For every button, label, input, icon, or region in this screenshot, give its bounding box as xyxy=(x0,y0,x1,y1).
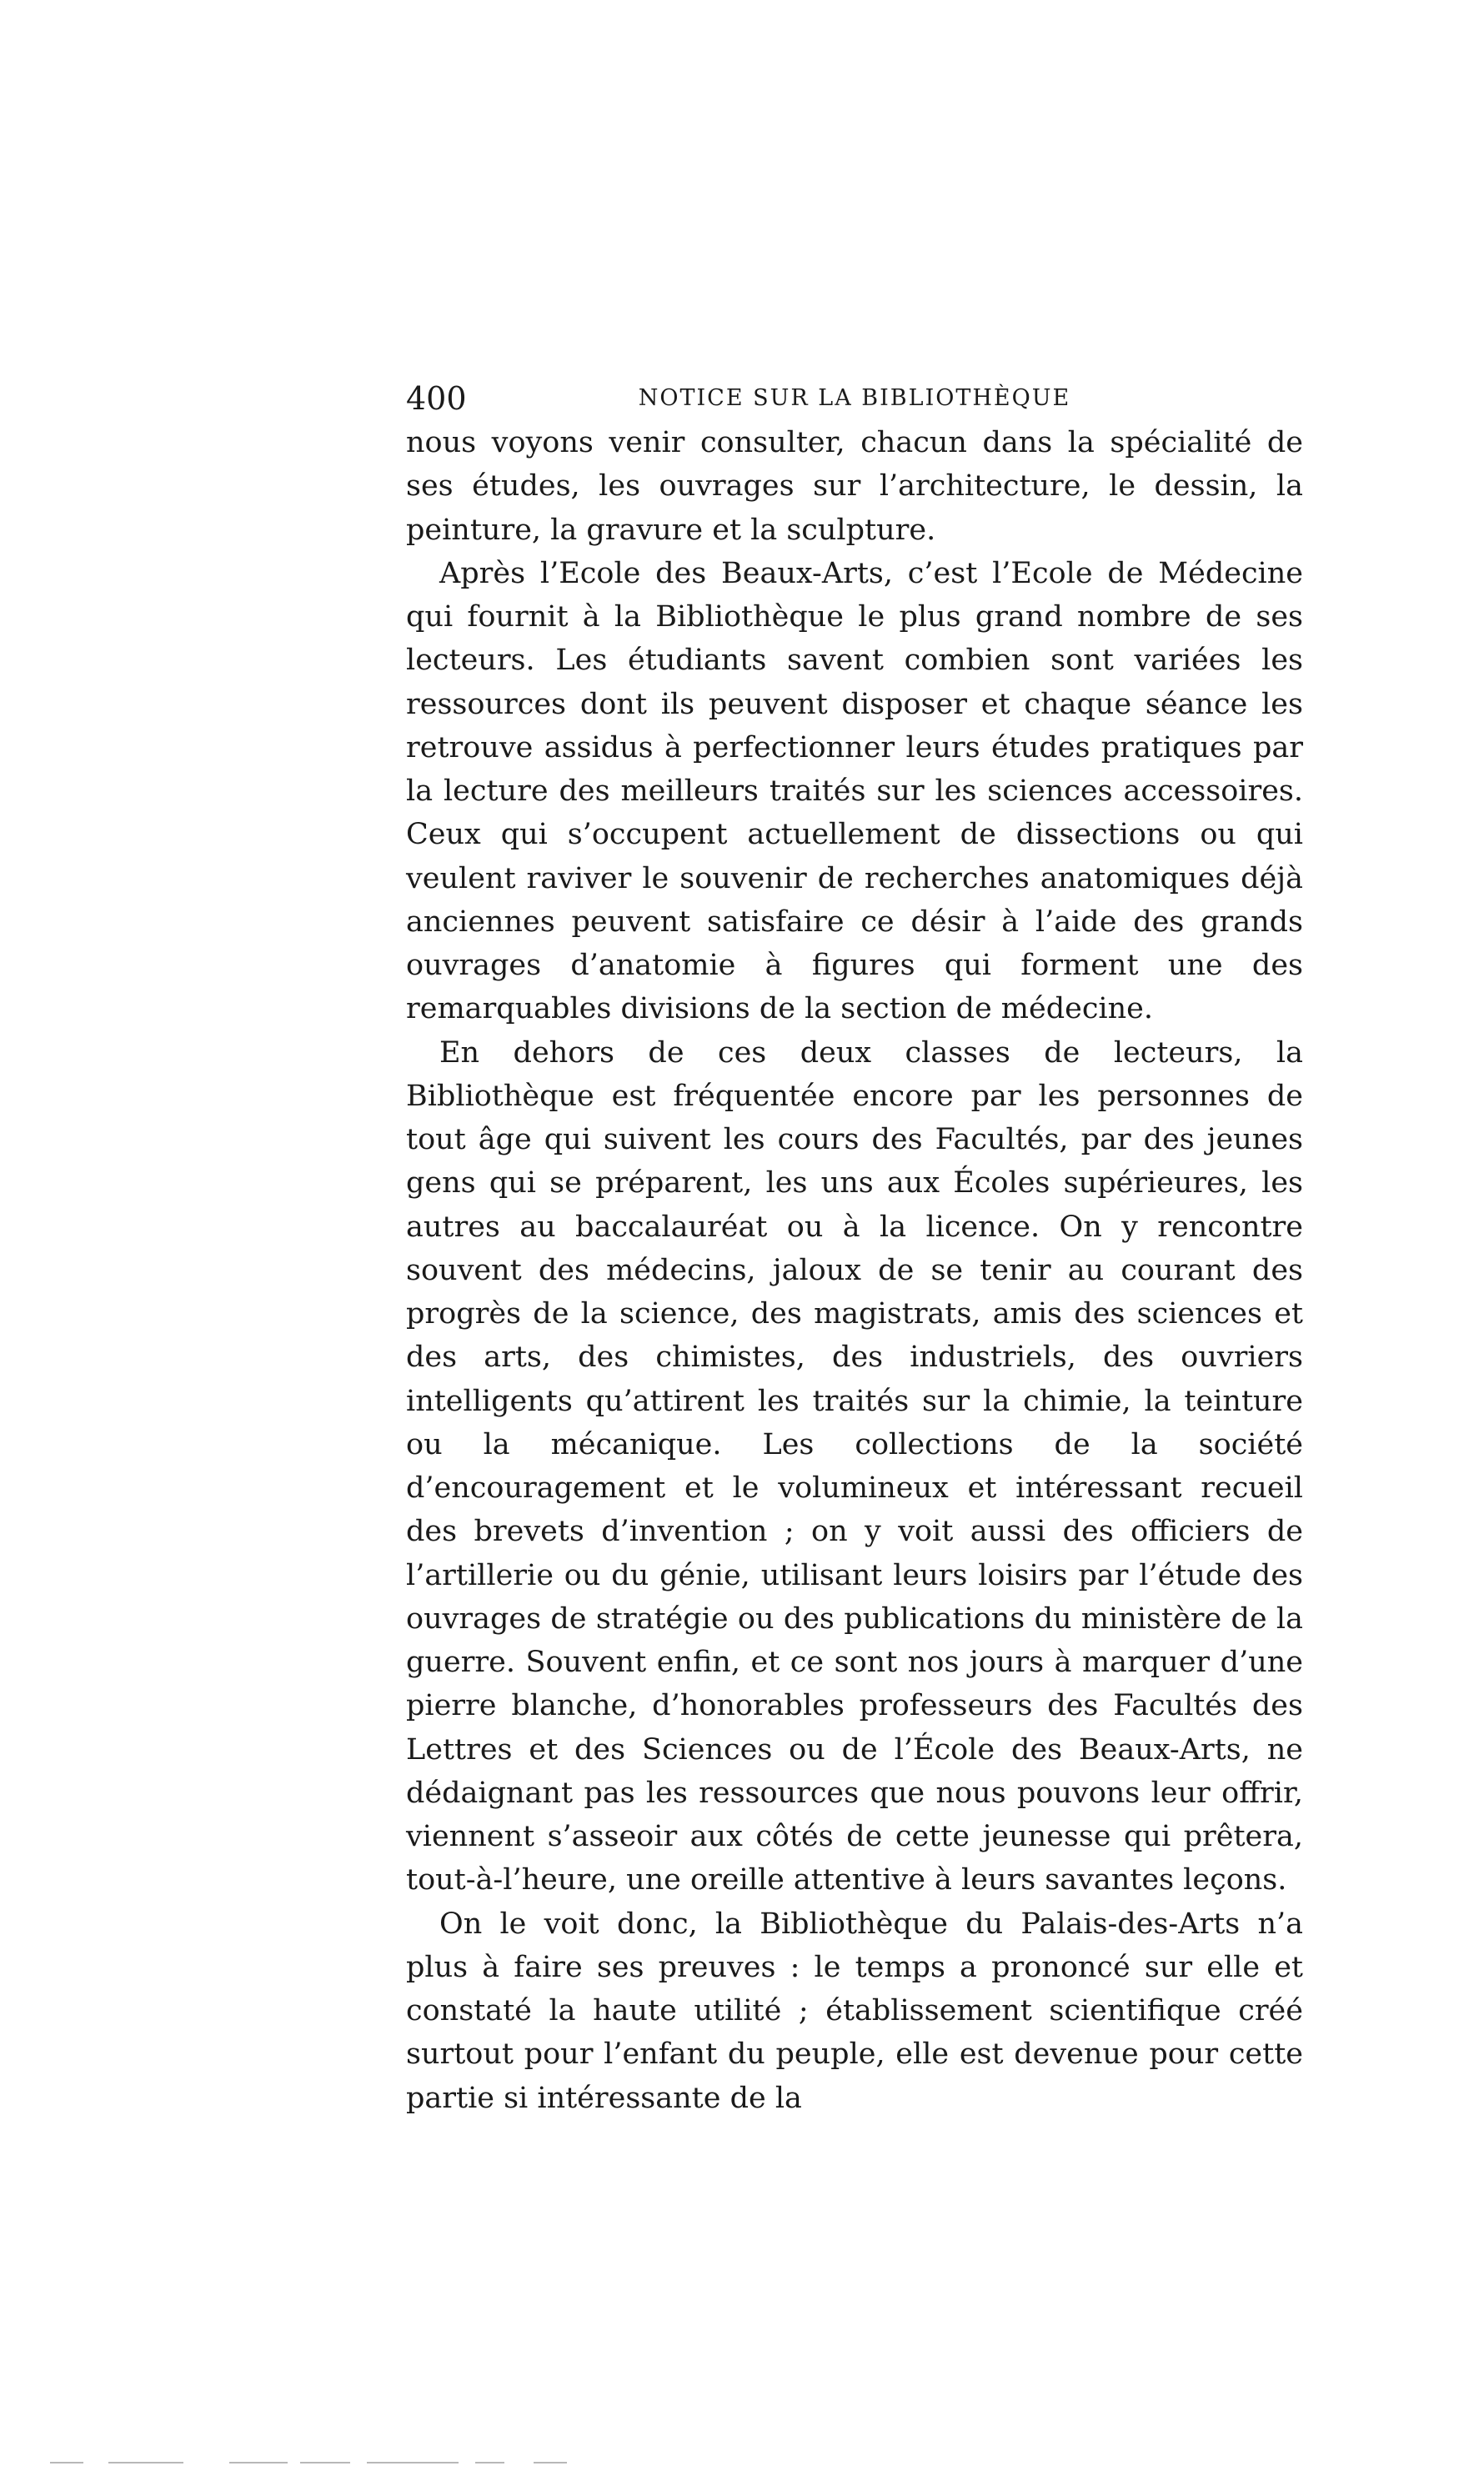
page-number: 400 xyxy=(406,380,467,417)
running-head xyxy=(406,377,1303,420)
scan-edge-marks xyxy=(50,2462,567,2465)
paragraph: On le voit donc, la Bibliothèque du Palais-des-Arts n’a plus à faire ses preuves : le temps a prononcé sur elle et constaté la haute utilité ; établissement scientifique créé surtout pour l’enfant du peuple, elle est devenue pour cette partie si intéressante de la xyxy=(406,1907,1303,2115)
body-text xyxy=(406,421,1303,2120)
paragraph: Après l’Ecole des Beaux-Arts, c’est l’Ecole de Médecine qui fournit à la Bibliothèque le plus grand nombre de ses lecteurs. Les étudiants savent combien sont variées les ressources dont ils peuvent disposer et chaque séance les retrouve assidus à perfectionner leurs études pratiques par la lecture des meilleurs traités sur les sciences accessoires. Ceux qui s’occupent actuellement de dissections ou qui veulent raviver le souvenir de recherches anatomiques déjà anciennes peuvent satisfaire ce désir à l’aide des grands ouvrages d’anatomie à figures qui forment une des remarquables divisions de la section de médecine. xyxy=(406,556,1303,1026)
paragraph-continuation: nous voyons venir consulter, chacun dans la spécialité de ses études, les ouvrages sur l’architecture, le dessin, la peinture, la gravure et la sculpture. xyxy=(406,426,1303,547)
paragraph: En dehors de ces deux classes de lecteurs, la Bibliothèque est fréquentée encore par les personnes de tout âge qui suivent les cours des Facultés, par des jeunes gens qui se préparent, les uns aux Écoles supérieures, les autres au baccalauréat ou à la licence. On y rencontre souvent des médecins, jaloux de se tenir au courant des progrès de la science, des magistrats, amis des sciences et des arts, des chimistes, des industriels, des ouvriers intelligents qu’attirent les traités sur la chimie, la teinture ou la mécanique. Les collections de la société d’encouragement et le volumineux et intéressant recueil des brevets d’invention ; on y voit aussi des officiers de l’artillerie ou du génie, utilisant leurs loisirs par l’étude des ouvrages de stratégie ou des publications du ministère de la guerre. Souvent enfin, et ce sont nos jours à marquer d’une pierre blanche, d’honorables professeurs des Facultés des Lettres et des Sciences ou de l’École des Beaux-Arts, ne dédaignant pas les ressources que nous pouvons leur offrir, viennent s’asseoir aux côtés de cette jeunesse qui prêtera, tout-à-l’heure, une oreille attentive à leurs savantes leçons. xyxy=(406,1035,1303,1897)
running-title: NOTICE SUR LA BIBLIOTHÈQUE xyxy=(638,385,1071,411)
